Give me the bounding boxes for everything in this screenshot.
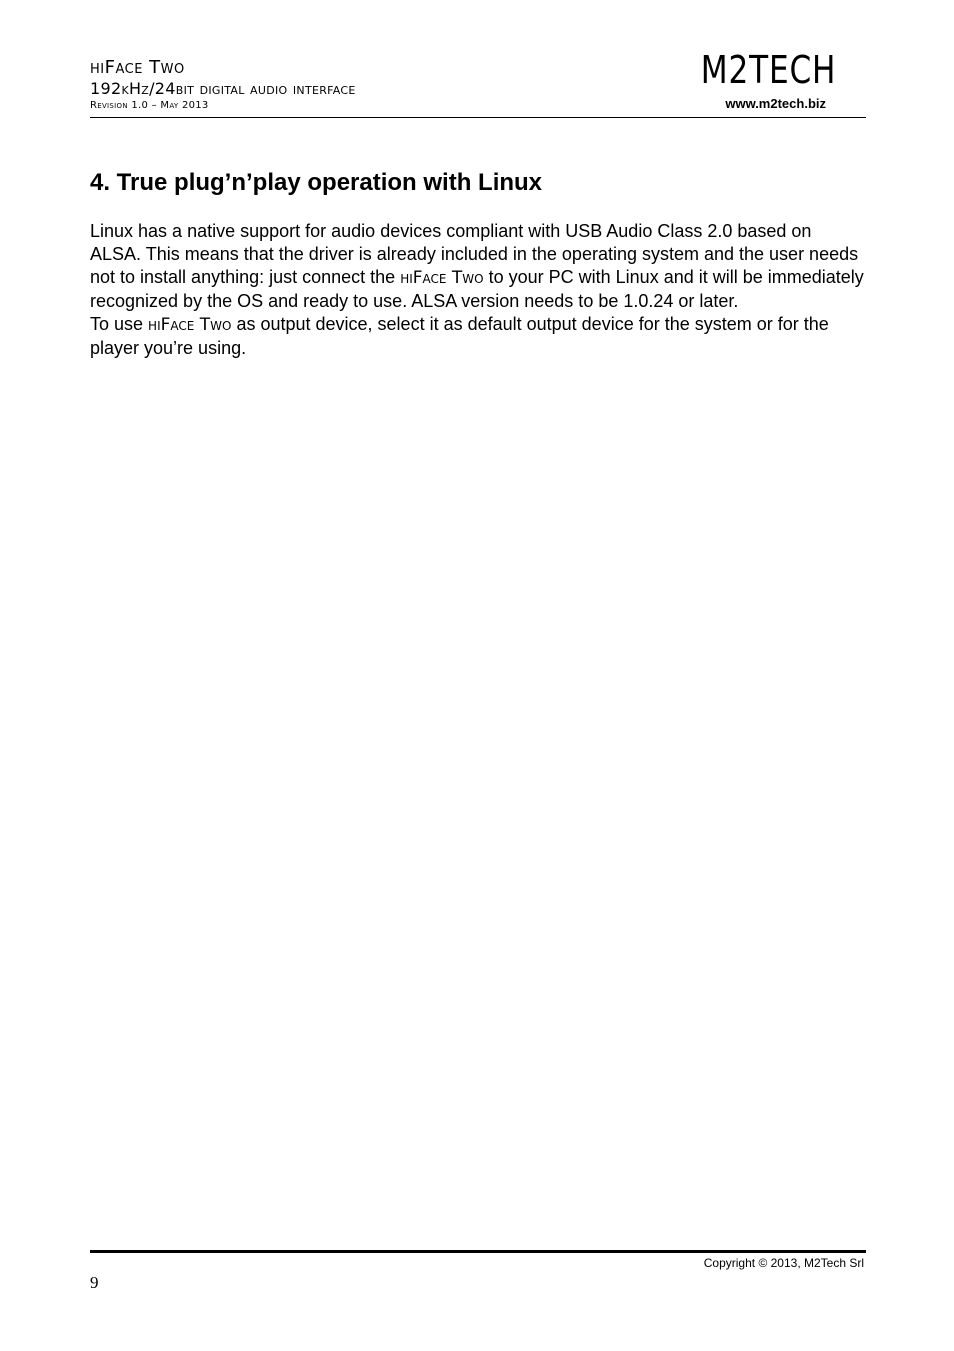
paragraph-linux-support [90, 220, 866, 313]
website-url: www.m2tech.biz [725, 96, 826, 111]
paragraph-text: to your PC with Linux and it will be immediately recognized by the OS and ready to use. ALSA version needs to be 1.0.24 or later. [90, 267, 864, 311]
copyright-notice: Copyright © 2013, M2Tech Srl [703, 1256, 864, 1270]
section-title: 4. True plug’n’play operation with Linux [90, 169, 543, 196]
body-text [90, 220, 866, 360]
revision-line: Revision 1.0 – May 2013 [90, 100, 209, 111]
page-number: 9 [90, 1273, 99, 1292]
m2tech-logo: M2TECH [700, 48, 836, 92]
paragraph-output-device [90, 313, 866, 360]
product-reference: hiFace Two [400, 268, 484, 288]
page-header [90, 48, 866, 118]
header-divider [90, 117, 866, 118]
paragraph-text: To use [90, 314, 149, 334]
footer-divider [90, 1250, 866, 1253]
product-reference: hiFace Two [148, 315, 232, 335]
product-name: hiFace Two [90, 57, 185, 78]
product-subtitle: 192kHz/24bit digital audio interface [90, 79, 356, 98]
paragraph-text: Linux has a native support for audio devices compliant with USB Audio Class 2.0 based on ALSA. This means that the driver is already included in the operating system and the user needs not to install anything: just connect the [90, 221, 859, 287]
paragraph-text: as output device, select it as default output device for the system or for the player you’re using. [90, 314, 829, 358]
